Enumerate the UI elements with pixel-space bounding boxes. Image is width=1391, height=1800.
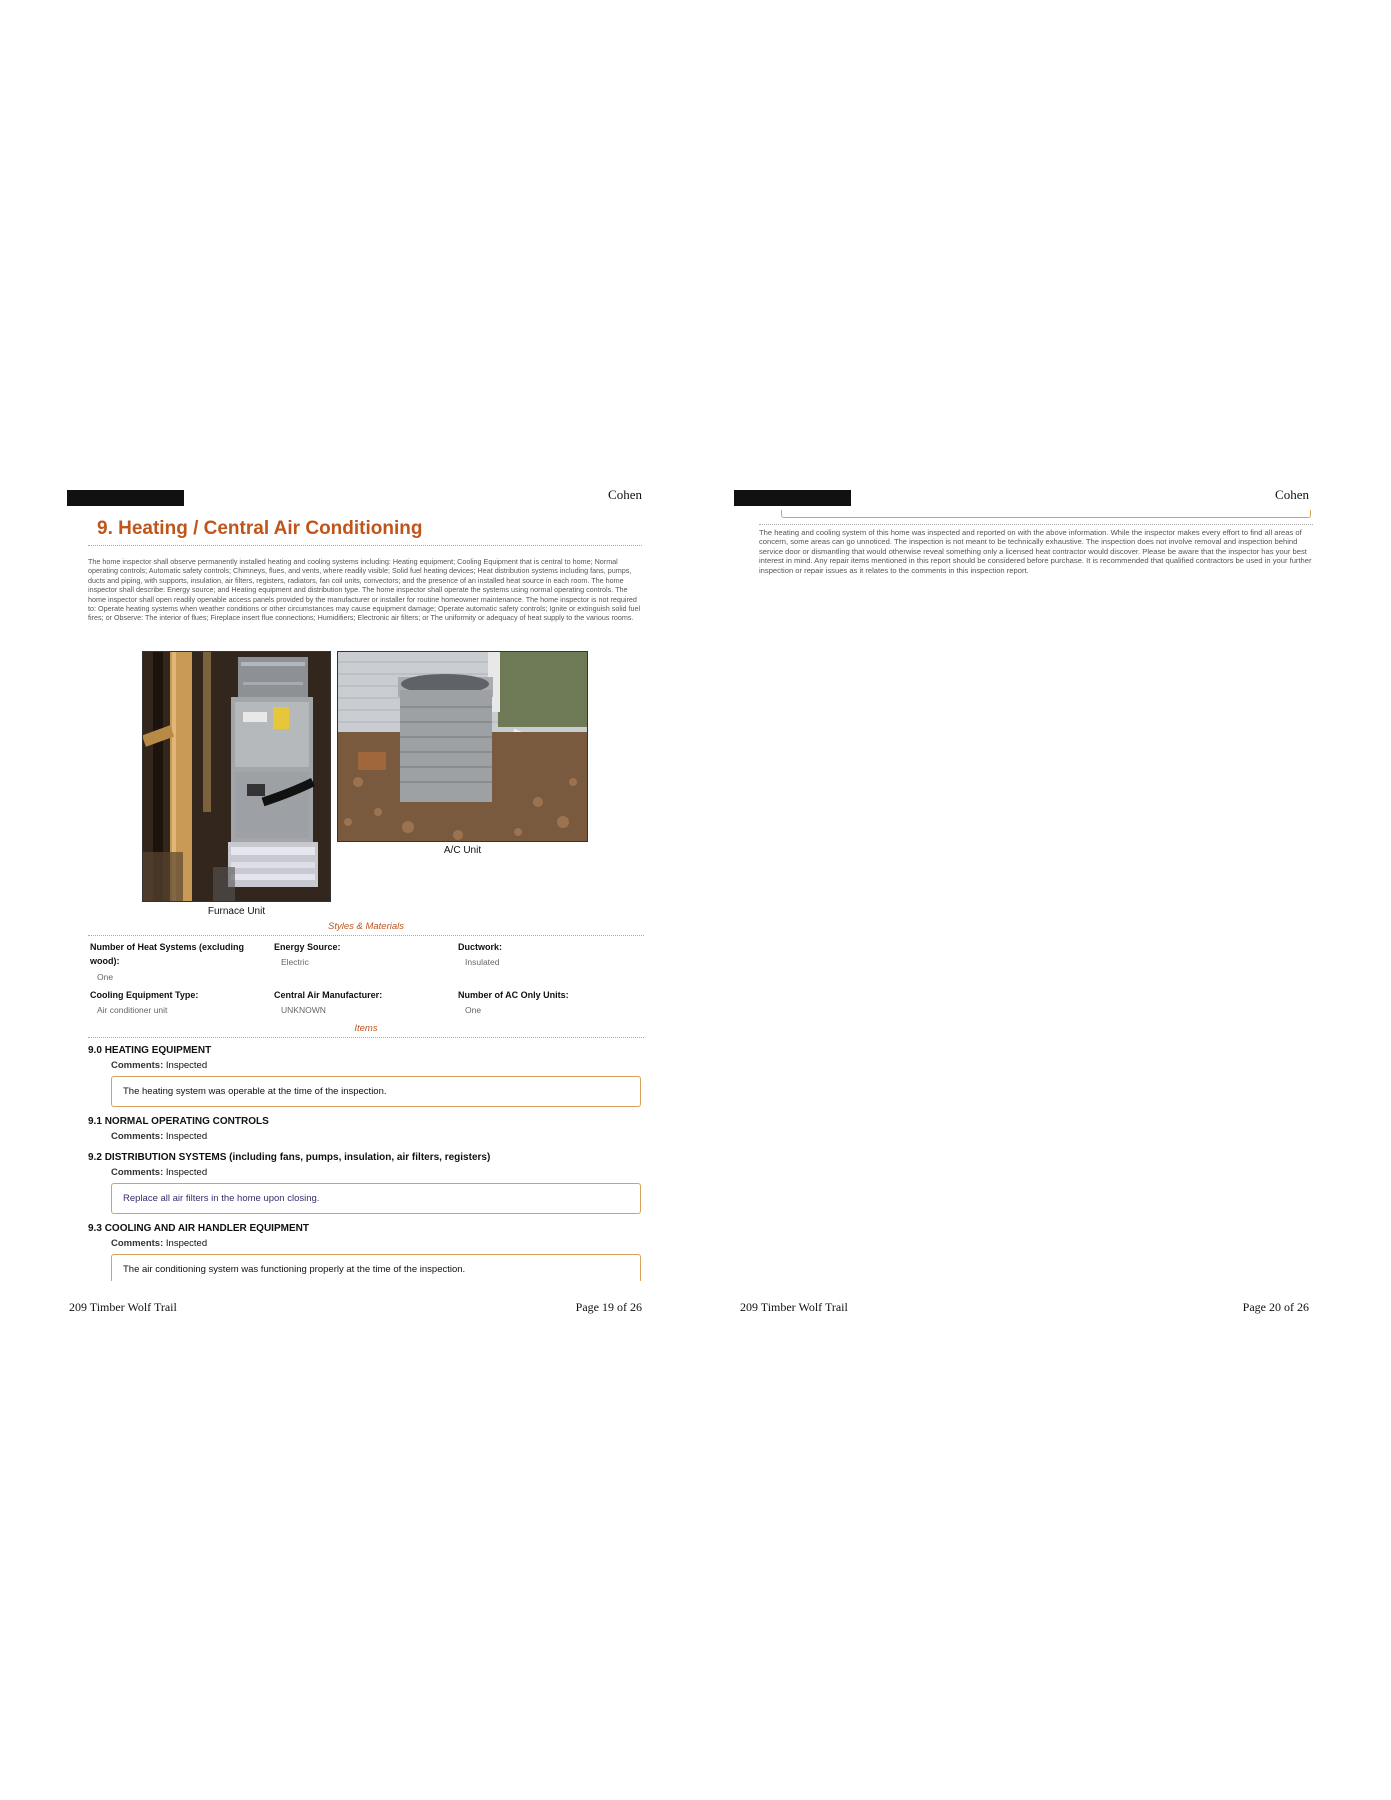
energy-source-value: Electric — [281, 957, 309, 967]
cooling-type-label: Cooling Equipment Type: — [90, 990, 199, 1000]
ac-manufacturer-value: UNKNOWN — [281, 1005, 326, 1015]
styles-materials-heading: Styles & Materials — [327, 921, 405, 932]
comments-label: Comments: — [111, 1060, 164, 1071]
comments-value: Inspected — [165, 1131, 208, 1142]
item-9-1-comments — [111, 1131, 207, 1142]
item-title-text: DISTRIBUTION SYSTEMS (including fans, pumps, insulation, air filters, registers) — [104, 1152, 491, 1163]
item-number: 9.0 — [88, 1045, 102, 1056]
footer-page-number: Page 19 of 26 — [575, 1300, 642, 1314]
item-title-text: COOLING AND AIR HANDLER EQUIPMENT — [104, 1223, 309, 1234]
ductwork-label: Ductwork: — [458, 942, 503, 952]
ac-photo-caption: A/C Unit — [443, 845, 482, 856]
section-closing-text: The heating and cooling system of this home was inspected and reported on with the above information. While the inspector makes every effort to find all areas of concern, some areas can go unnoticed. The inspection is not meant to be technically exhaustive. The inspection does not involve removal and inspection behind service door or dismantling that would otherwise reveal something only a licensed heat contractor would discover. Please be aware that the inspector has your best interest in mind. Any repair items mentioned in this report should be considered before purchase. It is recommended that qualified contractors be used in your further inspection or repair issues as it relates to the comments in this inspection report. — [759, 528, 1312, 575]
items-divider — [88, 1037, 644, 1038]
comments-value: Inspected — [165, 1060, 208, 1071]
redacted-header-block — [734, 490, 851, 506]
header-client-name: Cohen — [1275, 487, 1309, 502]
furnace-photo-caption: Furnace Unit — [207, 906, 266, 917]
footer-address: 209 Timber Wolf Trail — [740, 1300, 848, 1314]
item-note: The air conditioning system was functioning properly at the time of the inspection. — [123, 1264, 466, 1275]
header-client-name: Cohen — [608, 487, 642, 502]
section-intro-text: The home inspector shall observe permanently installed heating and cooling systems including: Heating equipment; Cooling Equipment that is central to home; Normal operating controls; Automatic safety controls; Chimneys, flues, and vents, where readily visible; Solid fuel heating devices; Heat distribution systems including fans, pumps, ducts and piping, with supports, insulation, air filters, registers, radiators, fan coil units, convectors; and the presence of an installed heat source in each room. The home inspector shall describe: Energy source; and Heating equipment and distribution type. The home inspector shall operate the systems using normal operating controls. The home inspector shall open readily openable access panels provided by the manufacturer or installer for routine homeowner maintenance. The home inspector is not required to: Operate heating systems when weather conditions or other circumstances may cause equipment damage; Operate automatic safety controls; Ignite or extinguish solid fuel fires; or Observe: The interior of flues; Fireplace insert flue connections; Humidifiers; Electronic air filters; or The uniformity or adequacy of heat supply to the various rooms. — [88, 557, 641, 623]
comments-value: Inspected — [165, 1167, 208, 1178]
comments-label: Comments: — [111, 1238, 164, 1249]
item-number: 9.3 — [88, 1223, 102, 1234]
report-page-19 — [60, 485, 660, 1315]
comments-label: Comments: — [111, 1167, 164, 1178]
comments-label: Comments: — [111, 1131, 164, 1142]
item-note: Replace all air filters in the home upon closing. — [123, 1193, 320, 1204]
item-9-0-comments — [111, 1060, 207, 1071]
item-9-1-title — [88, 1116, 269, 1127]
continued-content — [727, 510, 1327, 575]
footer-page-number: Page 20 of 26 — [1242, 1300, 1309, 1314]
item-9-3-title — [88, 1223, 309, 1234]
item-9-0-title — [88, 1045, 211, 1056]
styles-divider — [88, 935, 644, 936]
report-page-20 — [727, 485, 1327, 1315]
ductwork-value: Insulated — [465, 957, 500, 967]
title-divider — [88, 545, 642, 546]
ac-units-value: One — [465, 1005, 482, 1015]
item-title-text: NORMAL OPERATING CONTROLS — [104, 1116, 269, 1127]
item-number: 9.2 — [88, 1152, 102, 1163]
heat-systems-value: One — [97, 972, 114, 982]
ac-manufacturer-label: Central Air Manufacturer: — [274, 990, 383, 1000]
section-divider — [759, 524, 1313, 525]
redacted-header-block — [67, 490, 184, 506]
item-9-0-note-box — [111, 1076, 641, 1107]
ac-unit-photo — [337, 651, 588, 842]
ac-units-label: Number of AC Only Units: — [458, 990, 569, 1000]
comments-value: Inspected — [165, 1238, 208, 1249]
item-9-2-title — [88, 1152, 490, 1163]
heat-systems-label: Number of Heat Systems (excluding wood): — [90, 942, 245, 966]
item-note: The heating system was operable at the time of the inspection. — [123, 1086, 387, 1097]
continued-note-box-bottom — [781, 510, 1311, 518]
energy-source-label: Energy Source: — [274, 942, 341, 952]
cooling-type-value: Air conditioner unit — [97, 1005, 168, 1015]
item-title-text: HEATING EQUIPMENT — [104, 1045, 212, 1056]
furnace-unit-photo — [142, 651, 331, 902]
item-9-2-note-box — [111, 1183, 641, 1214]
item-9-3-comments — [111, 1238, 207, 1249]
item-9-3-note-box — [111, 1254, 641, 1281]
section-title: 9. Heating / Central Air Conditioning — [97, 518, 423, 539]
items-heading: Items — [354, 1023, 378, 1034]
footer-address: 209 Timber Wolf Trail — [69, 1300, 177, 1314]
item-number: 9.1 — [88, 1116, 102, 1127]
item-9-2-comments — [111, 1167, 207, 1178]
